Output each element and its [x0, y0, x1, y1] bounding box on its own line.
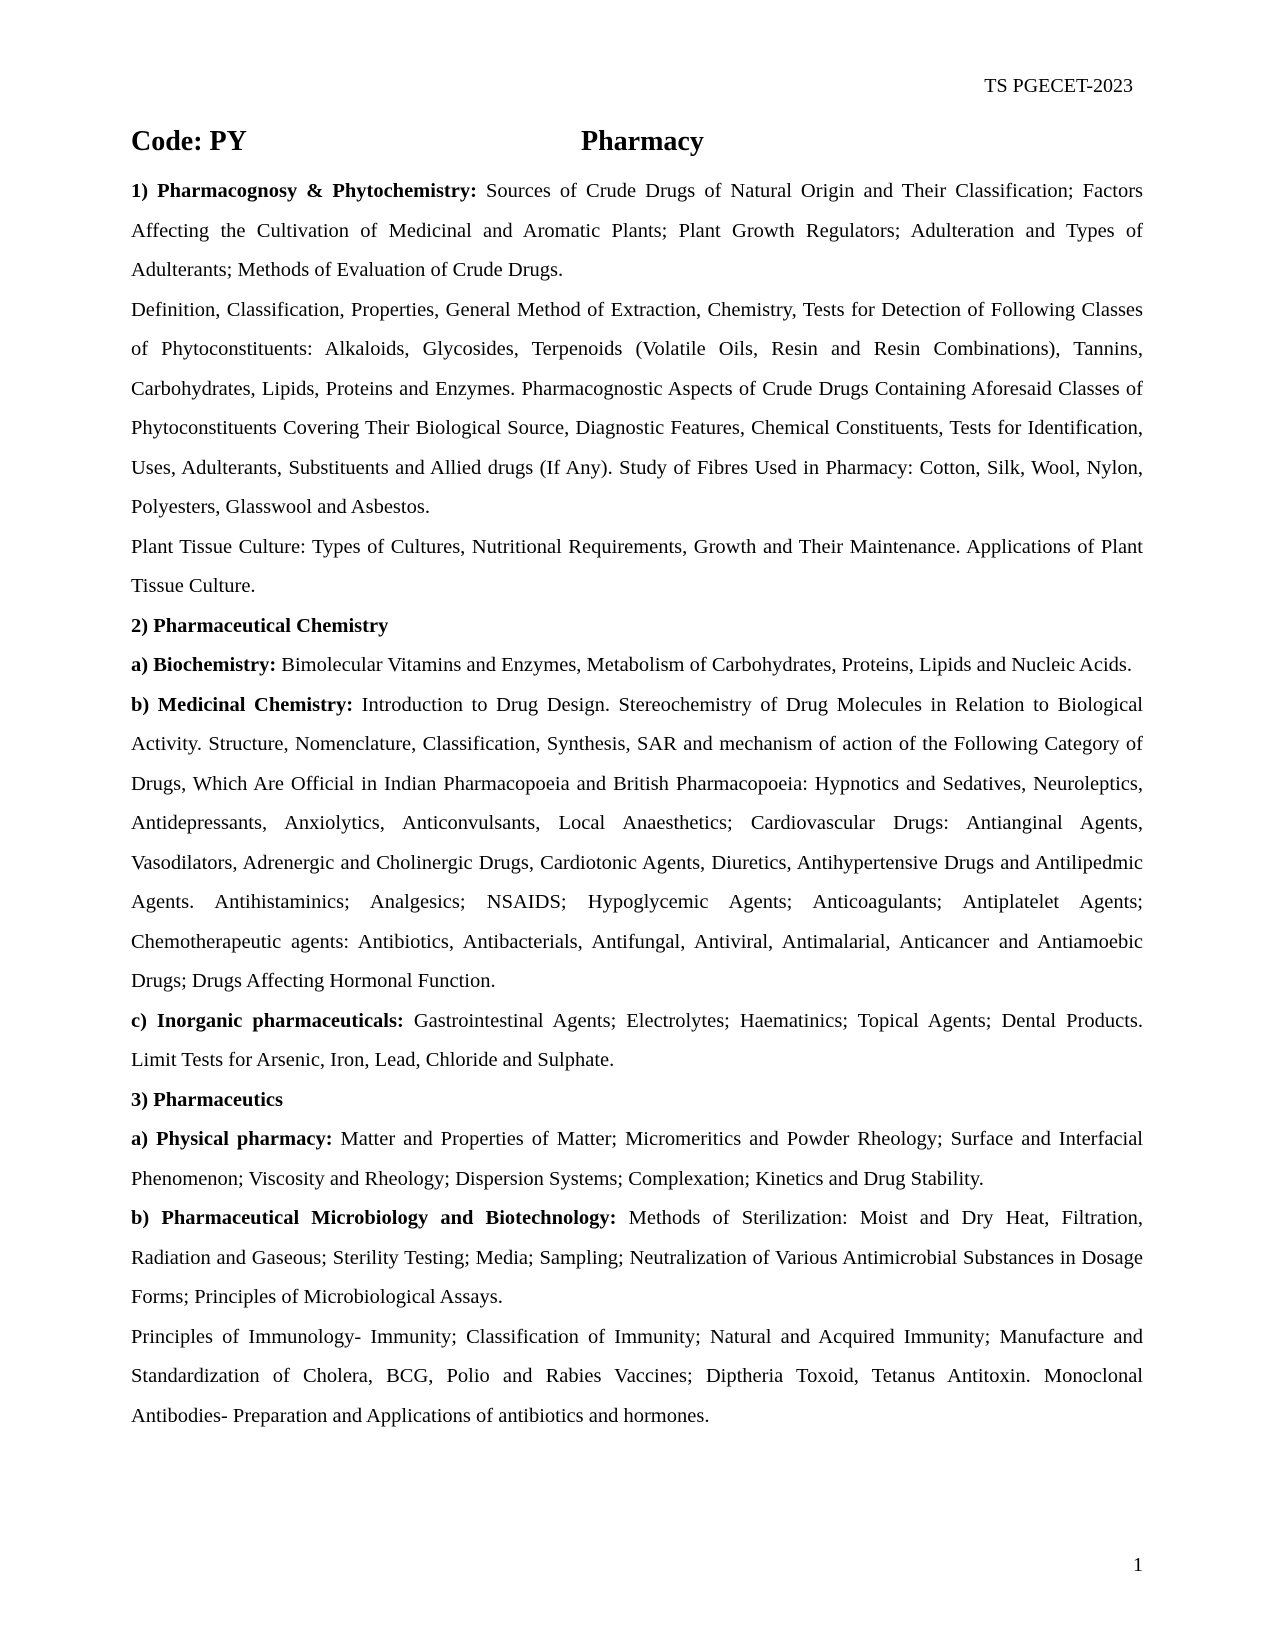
page-number: 1 — [1133, 1554, 1143, 1576]
section-2-heading-line — [131, 607, 1143, 647]
section-1-paragraph — [131, 172, 1143, 291]
section-3b-text: Methods of Sterilization: Moist and Dry Heat, Filtration, Radiation and Gaseous; Sterility Testing; Media; Sampling; Neutralization of Various Antimicrobial Substances in Dosage Forms; Principles of Microbiological Assays. — [131, 1207, 1143, 1308]
section-2b-paragraph — [131, 686, 1143, 1002]
exam-header: TS PGECET-2023 — [984, 75, 1133, 97]
section-1-text: Sources of Crude Drugs of Natural Origin and Their Classification; Factors Affecting the Cultivation of Medicinal and Aromatic Plants; Plant Growth Regulators; Adulteration and Types of Adulterants; Methods of Evaluation of Crude Drugs. — [131, 180, 1143, 281]
section-2c-text: Gastrointestinal Agents; Electrolytes; Haematinics; Topical Agents; Dental Products. Limit Tests for Arsenic, Iron, Lead, Chloride and Sulphate. — [131, 1009, 1143, 1071]
subject-code: Code: PY — [131, 126, 247, 157]
subject-title: Pharmacy — [581, 126, 704, 157]
section-3-heading-line — [131, 1081, 1143, 1121]
section-3a-paragraph — [131, 1120, 1143, 1199]
section-3b-heading: b) Pharmaceutical Microbiology and Biotechnology: — [131, 1207, 617, 1229]
section-3a-text: Matter and Properties of Matter; Micromeritics and Powder Rheology; Surface and Interfacial Phenomenon; Viscosity and Rheology; Dispersion Systems; Complexation; Kinetics and Drug Stability. — [131, 1128, 1144, 1190]
section-2-heading: 2) Pharmaceutical Chemistry — [131, 614, 389, 637]
syllabus-content — [131, 172, 1143, 1436]
section-2a-paragraph — [131, 646, 1143, 686]
section-1-paragraph-3: Plant Tissue Culture: Types of Cultures, Nutritional Requirements, Growth and Their Maintenance. Applications of Plant Tissue Culture. — [131, 535, 1143, 597]
section-3-heading: 3) Pharmaceutics — [131, 1088, 283, 1111]
section-2a-text: Bimolecular Vitamins and Enzymes, Metabolism of Carbohydrates, Proteins, Lipids and Nucleic Acids. — [276, 654, 1132, 676]
section-2b-heading: b) Medicinal Chemistry: — [131, 693, 354, 716]
section-1-heading: 1) Pharmacognosy & Phytochemistry: — [131, 180, 477, 202]
section-2c-paragraph — [131, 1002, 1143, 1081]
section-3b-paragraph-2: Principles of Immunology- Immunity; Classification of Immunity; Natural and Acquired Immunity; Manufacture and Standardization of Cholera, BCG, Polio and Rabies Vaccines; Diptheria Toxoid, Tetanus Antitoxin. Monoclonal Antibodies- Preparation and Applications of antibiotics and hormones. — [131, 1325, 1143, 1427]
section-3a-heading: a) Physical pharmacy: — [131, 1128, 333, 1150]
section-2b-text: Introduction to Drug Design. Stereochemistry of Drug Molecules in Relation to Biological Activity. Structure, Nomenclature, Classification, Synthesis, SAR and mechanism of action of the Following Category of Drugs, Which Are Official in Indian Pharmacopoeia and British Pharmacopoeia: Hypnotics and Sedatives, Neuroleptics, Antidepressants, Anxiolytics, Anticonvulsants, Local Anaesthetics; Cardiovascular Drugs: Antianginal Agents, Vasodilators, Adrenergic and Cholinergic Drugs, Cardiotonic Agents, Diuretics, Antihypertensive Drugs and Antilipedmic Agents. Antihistaminics; Analgesics; NSAIDS; Hypoglycemic Agents; Anticoagulants; Antiplatelet Agents; Chemotherapeutic agents: Antibiotics, Antibacterials, Antifungal, Antiviral, Antimalarial, Anticancer and Antiamoebic Drugs; Drugs Affecting Hormonal Function. — [131, 693, 1143, 992]
section-2c-heading: c) Inorganic pharmaceuticals: — [131, 1009, 404, 1032]
section-1-paragraph-2: Definition, Classification, Properties, General Method of Extraction, Chemistry, Tests for Detection of Following Classes of Phytoconstituents: Alkaloids, Glycosides, Terpenoids (Volatile Oils, Resin and Resin Combinations), Tannins, Carbohydrates, Lipids, Proteins and Enzymes. Pharmacognostic Aspects of Crude Drugs Containing Aforesaid Classes of Phytoconstituents Covering Their Biological Source, Diagnostic Features, Chemical Constituents, Tests for Identification, Uses, Adulterants, Substituents and Allied drugs (If Any). Study of Fibres Used in Pharmacy: Cotton, Silk, Wool, Nylon, Polyesters, Glasswool and Asbestos. — [131, 298, 1143, 518]
section-2a-heading: a) Biochemistry: — [131, 654, 277, 676]
section-3b-paragraph — [131, 1199, 1143, 1318]
title-row — [131, 126, 1143, 162]
